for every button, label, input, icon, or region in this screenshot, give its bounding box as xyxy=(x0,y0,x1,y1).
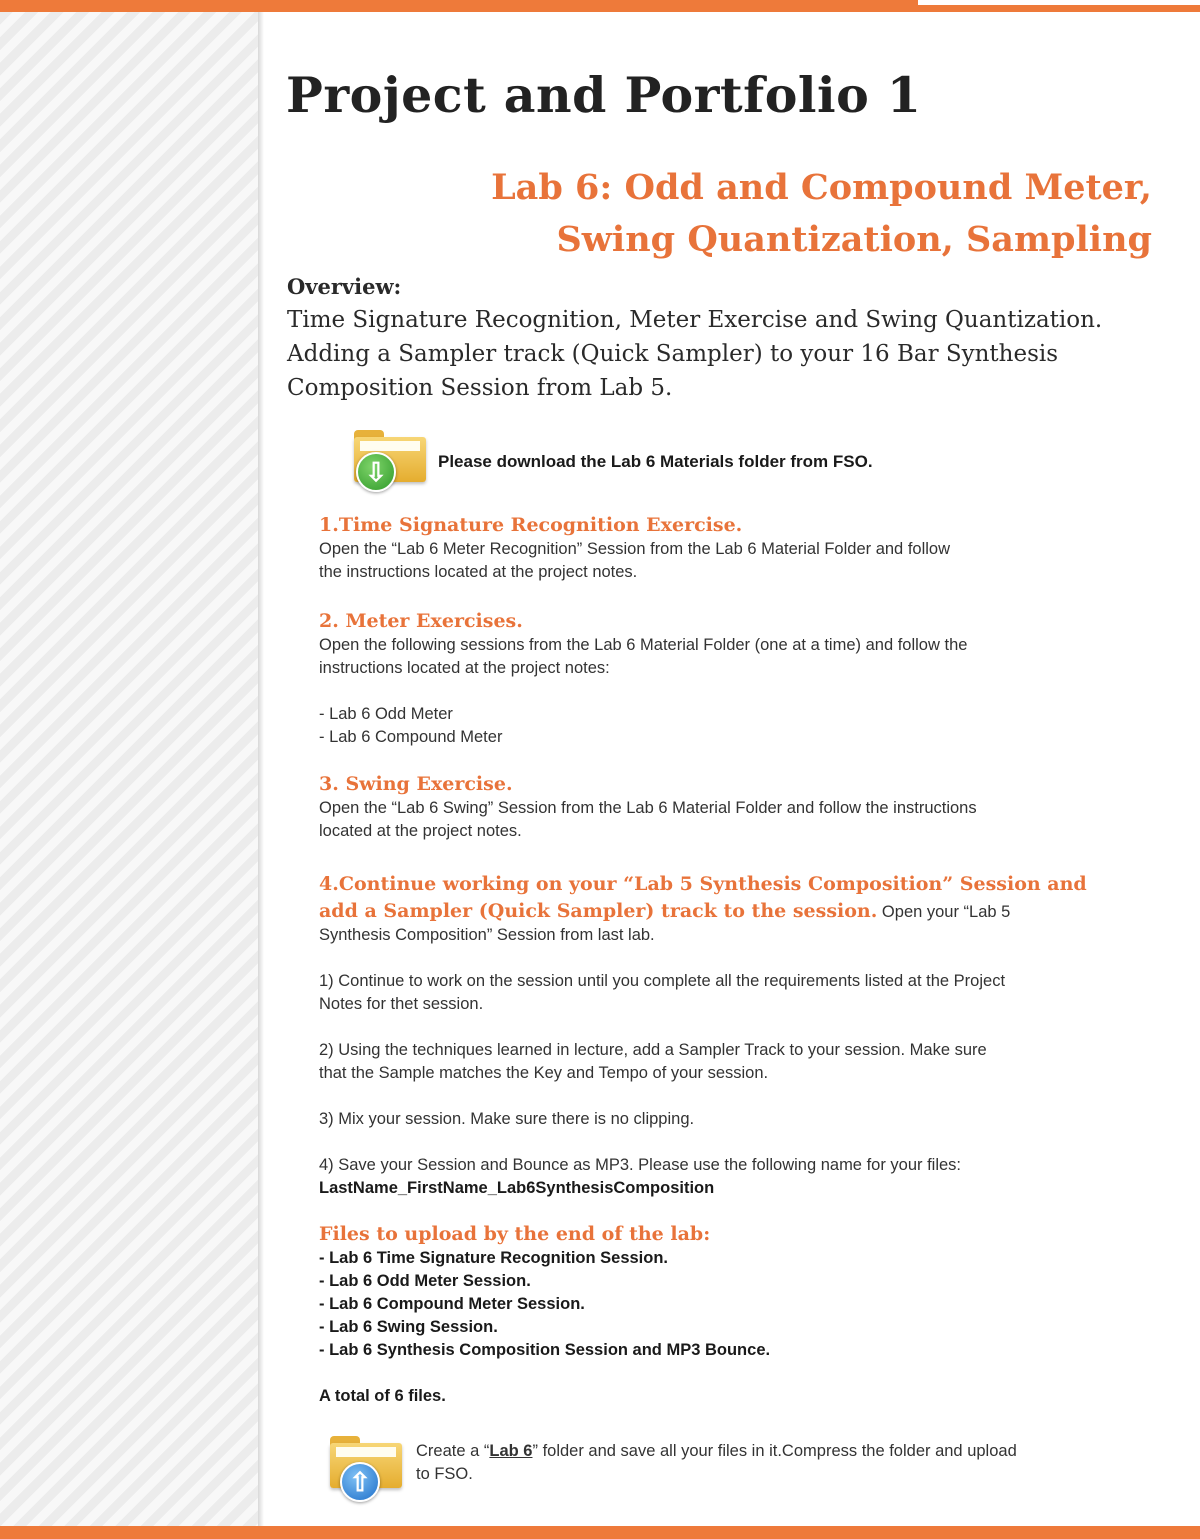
section-1-text xyxy=(319,538,1149,584)
section-4-text xyxy=(319,900,1149,1200)
lab-title xyxy=(491,162,1152,266)
step-4-line-1: 4) Save your Session and Bounce as MP3. Please use the following name for your files: xyxy=(319,1156,962,1174)
section-2-item-1: - Lab 6 Odd Meter xyxy=(319,705,453,723)
section-2-text xyxy=(319,634,1149,749)
top-bar-notch xyxy=(918,0,1200,5)
overview-heading: Overview: xyxy=(287,274,402,299)
section-4-heading-tail: add a Sampler (Quick Sampler) track to the session. xyxy=(319,900,878,922)
section-4-heading: 4.Continue working on your “Lab 5 Synthesis Composition” Session and xyxy=(319,873,1087,895)
overview-text xyxy=(287,303,1167,405)
section-2-heading: 2. Meter Exercises. xyxy=(319,610,523,632)
step-2-line-2: that the Sample matches the Key and Tempo of your session. xyxy=(319,1064,769,1082)
lab-title-line-2: Swing Quantization, Sampling xyxy=(556,219,1152,260)
section-1-line-1: Open the “Lab 6 Meter Recognition” Session from the Lab 6 Material Folder and follow xyxy=(319,540,951,558)
section-2-line-1: Open the following sessions from the Lab 6 Material Folder (one at a time) and follow the xyxy=(319,636,968,654)
upload-instruction xyxy=(416,1440,1156,1486)
upload-line-2: to FSO. xyxy=(416,1465,473,1483)
striped-side-panel xyxy=(0,12,258,1526)
section-4-intro-tail: Open your “Lab 5 xyxy=(877,903,1011,921)
upload-pre: Create a “ xyxy=(416,1442,490,1460)
section-4-spacer-3 xyxy=(319,1085,1149,1108)
section-3-line-1: Open the “Lab 6 Swing” Session from the Lab 6 Material Folder and follow the instructions xyxy=(319,799,977,817)
download-arrow-icon: ⇩ xyxy=(356,452,396,492)
section-4-heading-line-2 xyxy=(319,900,1149,924)
file-item-5: - Lab 6 Synthesis Composition Session and MP3 Bounce. xyxy=(319,1341,771,1359)
file-item-2: - Lab 6 Odd Meter Session. xyxy=(319,1272,531,1290)
section-1-heading: 1.Time Signature Recognition Exercise. xyxy=(319,514,743,536)
files-heading: Files to upload by the end of the lab: xyxy=(319,1223,711,1245)
page-title: Project and Portfolio 1 xyxy=(286,66,922,124)
section-3-heading: 3. Swing Exercise. xyxy=(319,773,513,795)
section-3-text xyxy=(319,797,1149,843)
overview-line-1: Time Signature Recognition, Meter Exercise and Swing Quantization. xyxy=(287,307,1103,333)
file-naming-convention: LastName_FirstName_Lab6SynthesisComposition xyxy=(319,1179,715,1197)
folder-upload-icon xyxy=(330,1436,402,1497)
bottom-accent-bar xyxy=(0,1526,1200,1539)
section-3-line-2: located at the project notes. xyxy=(319,822,522,840)
lab-title-line-1: Lab 6: Odd and Compound Meter, xyxy=(491,167,1152,208)
download-instruction: Please download the Lab 6 Materials folder from FSO. xyxy=(438,452,873,471)
folder-paper xyxy=(336,1447,396,1457)
section-2-line-2: instructions located at the project notes: xyxy=(319,659,610,677)
files-list xyxy=(319,1247,1149,1408)
file-item-3: - Lab 6 Compound Meter Session. xyxy=(319,1295,585,1313)
section-2-item-2: - Lab 6 Compound Meter xyxy=(319,728,503,746)
overview-line-3: Composition Session from Lab 5. xyxy=(287,375,673,401)
section-4-spacer-4 xyxy=(319,1131,1149,1154)
files-spacer xyxy=(319,1362,1149,1385)
step-3: 3) Mix your session. Make sure there is no clipping. xyxy=(319,1110,695,1128)
side-panel-shadow xyxy=(258,12,264,1526)
upload-line-1 xyxy=(416,1440,1156,1463)
section-1-line-2: the instructions located at the project notes. xyxy=(319,563,638,581)
step-1-line-1: 1) Continue to work on the session until you complete all the requirements listed at the Project xyxy=(319,972,1006,990)
file-item-4: - Lab 6 Swing Session. xyxy=(319,1318,498,1336)
files-total: A total of 6 files. xyxy=(319,1387,446,1405)
upload-arrow-icon: ⇧ xyxy=(340,1462,380,1502)
section-4-spacer-1 xyxy=(319,947,1149,970)
section-2-spacer xyxy=(319,680,1149,703)
step-1-line-2: Notes for thet session. xyxy=(319,995,484,1013)
section-4-spacer-2 xyxy=(319,1016,1149,1039)
upload-folder-name: Lab 6 xyxy=(489,1442,533,1460)
upload-post: ” folder and save all your files in it.Compress the folder and upload xyxy=(532,1442,1017,1460)
file-item-1: - Lab 6 Time Signature Recognition Session. xyxy=(319,1249,669,1267)
section-4-intro-line-2: Synthesis Composition” Session from last lab. xyxy=(319,926,655,944)
folder-paper xyxy=(360,441,420,451)
step-2-line-1: 2) Using the techniques learned in lecture, add a Sampler Track to your session. Make sure xyxy=(319,1041,987,1059)
overview-line-2: Adding a Sampler track (Quick Sampler) to your 16 Bar Synthesis xyxy=(287,341,1059,367)
folder-download-icon xyxy=(354,430,426,487)
